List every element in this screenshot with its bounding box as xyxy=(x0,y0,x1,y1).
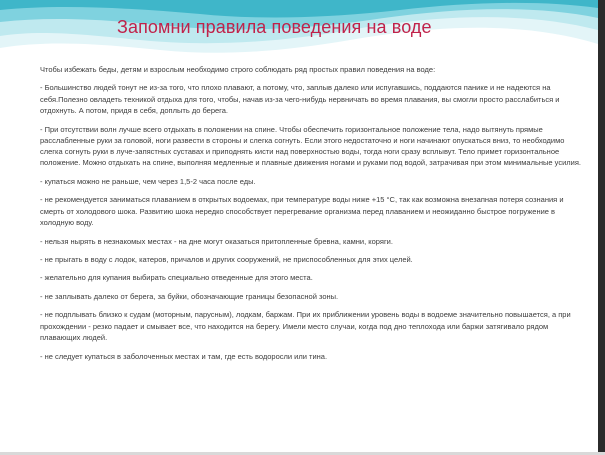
rule-paragraph: - Большинство людей тонут не из-за того, что плохо плавают, а потому, что, заплыв далеко или испугавшись, поддаются панике и не надеются на себя.Полезно овладеть техникой отдыха для того, чтобы, начав из-за чего-нибудь нервничать во время плавания, вы смогли просто расслабиться и отдохнуть. А потом, придя в себя, доплыть до берега. xyxy=(40,83,560,116)
rule-paragraph: - желательно для купания выбирать специально отведенные для этого места. xyxy=(40,273,313,283)
rule-paragraph: - При отсутствии волн лучше всего отдыхать в положении на спине. Чтобы обеспечить горизонтальное положение тела, надо вытянуть прямые расслабленные руки за головой, ноги развести в стороны и слегка согнуть. Если этого недостаточно и ноги начинают опускаться вниз, то необходимо слегка согнуть руки в луче-запястных суставах и приподнять кисти над поверхностью воды, тогда ноги сразу всплывут. Тело примет горизонтальное положение. Можно отдыхать на спине, выполняя медленные и плавные движения ногами и руками под водой, затрачивая при этом минимальные усилия. xyxy=(40,124,581,168)
slide-body xyxy=(40,64,588,369)
rule-paragraph: - не подплывать близко к судам (моторным, парусным), лодкам, баржам. При их приближении уровень воды в водоеме значительно повышается, а при прохождении - резко падает и смывает все, что находится на берегу. Имели место случаи, когда под дно теплохода или баржи затягивало рядом плавающих людей. xyxy=(40,310,571,343)
slide-title: Запомни правила поведения на воде xyxy=(117,17,432,37)
rule-paragraph: - не заплывать далеко от берега, за буйки, обозначающие границы безопасной зоны. xyxy=(40,291,339,301)
intro-paragraph: Чтобы избежать беды, детям и взрослым необходимо строго соблюдать ряд простых правил поведения на воде: xyxy=(40,65,436,74)
rule-paragraph: - не прыгать в воду с лодок, катеров, причалов и других сооружений, не приспособленных для этих целей. xyxy=(40,254,413,264)
rule-paragraph: - купаться можно не раньше, чем через 1,5-2 часа после еды. xyxy=(40,176,256,186)
rule-paragraph: - не следует купаться в заболоченных местах и там, где есть водоросли или тина. xyxy=(40,351,328,361)
window-edge-right xyxy=(598,0,605,455)
rule-paragraph: - не рекомендуется заниматься плаванием в открытых водоемах, при температуре воды ниже +15 °C, так как возможна внезапная потеря сознания и смерть от холодового шока. Развитию шока нередко способствует перегревание организма перед плаванием и неожиданно быстрое погружение в холодную воду. xyxy=(40,195,564,228)
rule-paragraph: - нельзя нырять в незнакомых местах - на дне могут оказаться притопленные бревна, камни, коряги. xyxy=(40,236,393,246)
